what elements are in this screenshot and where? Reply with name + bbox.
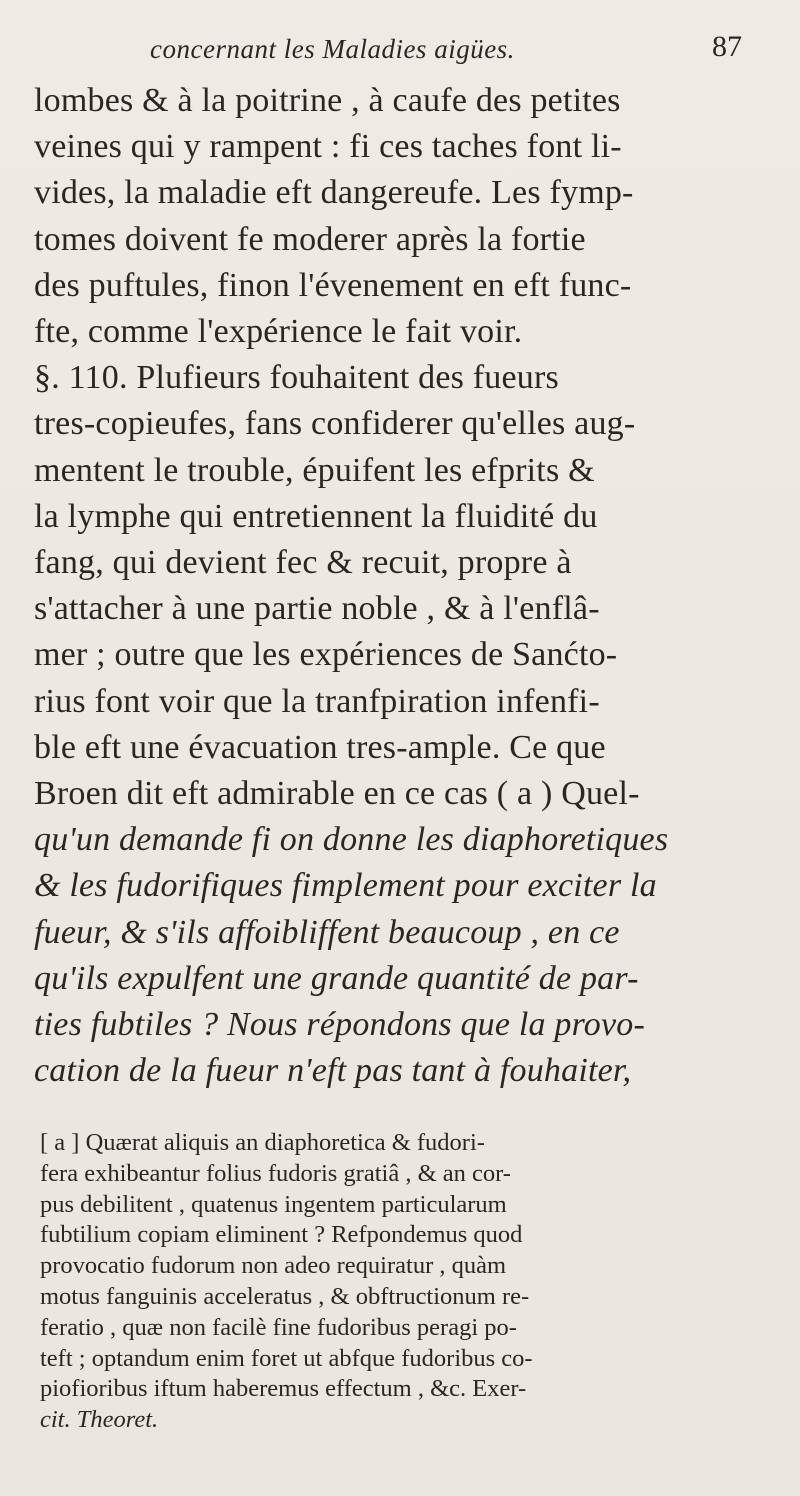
text-line: des puftules, finon l'évenement en eft func- (34, 266, 632, 304)
text-line: fang, qui devient fec & recuit, propre à (34, 544, 572, 582)
text-line: mentent le trouble, épuifent les efprits & (34, 451, 595, 489)
text-line: tres-copieufes, fans confiderer qu'elles aug- (34, 405, 636, 443)
footnote-line: pus debilitent , quatenus ingentem particularum (40, 1190, 507, 1218)
text-line: qu'un demande fi on donne les diaphoretiques (34, 821, 669, 859)
text-line: veines qui y rampent : fi ces taches font li- (34, 128, 622, 166)
running-title: concernant les Maladies aigües. (150, 34, 515, 64)
text-line: vides, la maladie eft dangereufe. Les fymp- (34, 174, 634, 212)
text-line: ble eft une évacuation tres-ample. Ce que (34, 728, 606, 766)
footnote-line: cit. Theoret. (40, 1406, 159, 1434)
main-text (34, 78, 786, 1094)
footnote-line: motus fanguinis acceleratus , & obftructionum re- (40, 1282, 530, 1310)
text-line: fueur, & s'ils affoibliffent beaucoup , en ce (34, 913, 620, 951)
text-line: rius font voir que la tranfpiration infenfi- (34, 682, 600, 720)
page-number: 87 (712, 30, 742, 63)
footnote-line: feratio , quæ non facilè fine fudoribus peragi po- (40, 1313, 517, 1341)
page-header (0, 12, 800, 72)
text-line: mer ; outre que les expériences de Sanćto- (34, 636, 618, 674)
text-line: ties fubtiles ? Nous répondons que la provo- (34, 1006, 646, 1044)
text-line: & les fudorifiques fimplement pour exciter la (34, 867, 657, 905)
footnote-line: fera exhibeantur folius fudoris gratiâ , & an cor- (40, 1159, 511, 1187)
text-line: fte, comme l'expérience le fait voir. (34, 313, 523, 351)
text-line: §. 110. Plufieurs fouhaitent des fueurs (34, 359, 559, 397)
footnote-line: [ a ] Quærat aliquis an diaphoretica & fudori- (40, 1129, 485, 1156)
text-line: lombes & à la poitrine , à caufe des petites (34, 82, 621, 119)
text-line: tomes doivent fe moderer après la fortie (34, 220, 586, 258)
footnote-line: piofioribus iftum haberemus effectum , &c. Exer- (40, 1375, 527, 1403)
text-line: cation de la fueur n'eft pas tant à fouhaiter, (34, 1052, 632, 1090)
text-line: Broen dit eft admirable en ce cas ( a ) Quel- (34, 775, 640, 813)
footnote-line: fubtilium copiam eliminent ? Refpondemus quod (40, 1221, 523, 1249)
footnote-line: teft ; optandum enim foret ut abfque fudoribus co- (40, 1344, 533, 1372)
text-line: la lymphe qui entretiennent la fluidité du (34, 497, 598, 535)
text-line: s'attacher à une partie noble , & à l'enflâ- (34, 590, 600, 628)
text-line: qu'ils expulfent une grande quantité de par- (34, 959, 639, 997)
footnote (40, 1128, 786, 1436)
footnote-line: provocatio fudorum non adeo requiratur , quàm (40, 1252, 507, 1280)
